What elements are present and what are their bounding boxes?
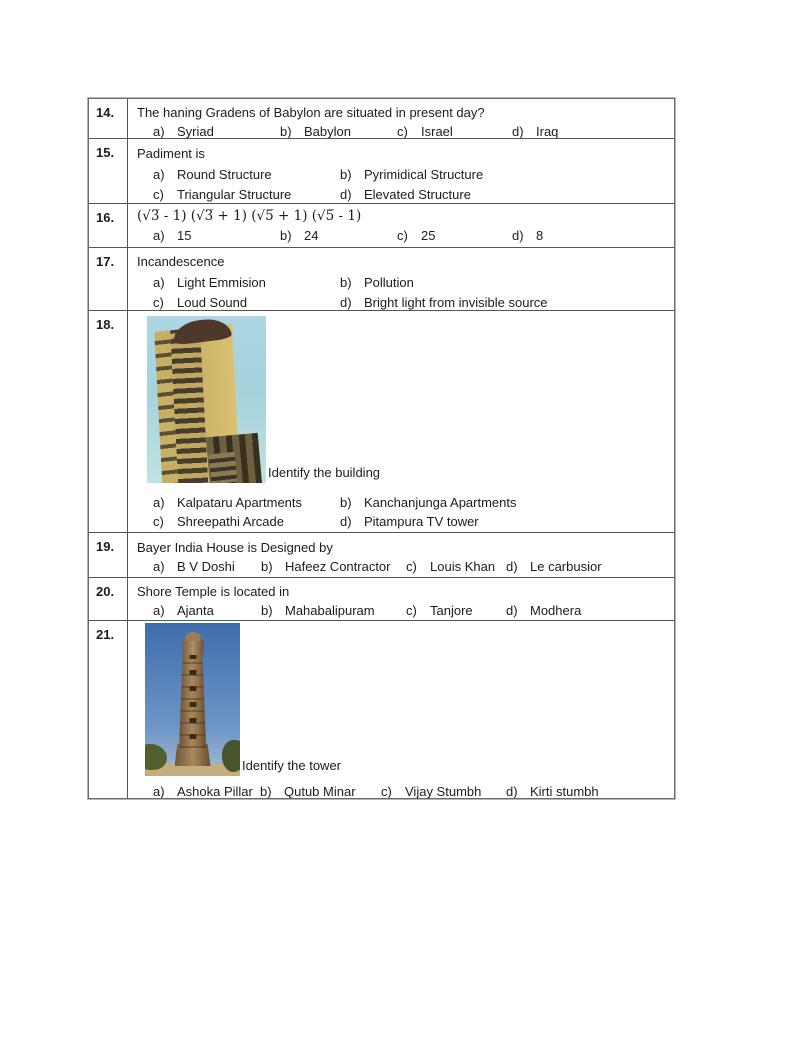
option-label: b) <box>261 559 273 574</box>
option-label: d) <box>512 124 524 138</box>
option-text: Elevated Structure <box>364 187 471 202</box>
image-block <box>137 621 670 776</box>
option-label: a) <box>153 275 165 290</box>
option-label: d) <box>340 187 352 202</box>
option-text: Tanjore <box>430 603 473 618</box>
options-row <box>153 273 670 293</box>
options-row <box>153 226 670 245</box>
math-expression: (√3̅ - 1) (√3̅ + 1) (√5̅ + 1) (√5̅ - 1) <box>137 208 362 224</box>
option-a <box>153 782 260 798</box>
building-base-detail <box>209 452 238 483</box>
tree-right <box>222 740 240 772</box>
option-label: c) <box>153 295 164 310</box>
option-c <box>381 782 506 798</box>
option-label: d) <box>340 295 352 310</box>
options-row <box>153 557 670 576</box>
question-cell <box>128 204 674 247</box>
option-d <box>512 122 670 138</box>
option-text: Modhera <box>530 603 582 618</box>
option-label: c) <box>153 187 164 202</box>
option-b <box>280 122 397 138</box>
option-d <box>506 782 670 798</box>
option-text: Kalpataru Apartments <box>177 495 303 510</box>
question-number: 19. <box>89 533 128 577</box>
option-c <box>397 226 512 245</box>
question-cell <box>128 311 674 532</box>
option-label: c) <box>153 514 164 529</box>
option-text: 8 <box>536 228 544 243</box>
option-text: 15 <box>177 228 192 243</box>
option-text: Kanchanjunga Apartments <box>364 495 517 510</box>
option-c <box>397 122 512 138</box>
option-text: Pollution <box>364 275 414 290</box>
option-text: Mahabalipuram <box>285 603 375 618</box>
option-d <box>512 226 670 245</box>
option-label: d) <box>340 514 352 529</box>
question-cell <box>128 621 674 798</box>
image-block <box>137 311 670 483</box>
tower-pavilion <box>182 639 203 655</box>
option-text: Louis Khan <box>430 559 496 574</box>
option-a <box>153 122 280 138</box>
question-text: Shore Temple is located in <box>137 584 290 599</box>
question-row-21 <box>89 621 674 798</box>
option-label: b) <box>340 167 352 182</box>
question-cell <box>128 248 674 310</box>
option-label: a) <box>153 228 165 243</box>
options-row <box>153 782 670 798</box>
option-text: B V Doshi <box>177 559 235 574</box>
question-text: Bayer India House is Designed by <box>137 540 333 555</box>
option-c <box>153 293 340 310</box>
option-text: Babylon <box>304 124 351 138</box>
building-photo <box>147 316 266 483</box>
option-text: Vijay Stumbh <box>405 784 482 798</box>
question-number: 16. <box>89 204 128 247</box>
question-cell <box>128 99 674 138</box>
option-label: d) <box>512 228 524 243</box>
option-text: Pyrimidical Structure <box>364 167 484 182</box>
question-row-20 <box>89 578 674 621</box>
option-b <box>260 782 381 798</box>
option-d <box>506 601 670 620</box>
image-caption: Identify the tower <box>242 758 341 773</box>
image-caption: Identify the building <box>268 465 381 480</box>
option-label: c) <box>397 228 408 243</box>
option-label: a) <box>153 559 165 574</box>
option-a <box>153 601 261 620</box>
options-row <box>153 512 670 531</box>
option-label: c) <box>397 124 408 138</box>
option-text: 24 <box>304 228 319 243</box>
option-b <box>340 165 670 185</box>
option-text: Pitampura TV tower <box>364 514 479 529</box>
option-b <box>280 226 397 245</box>
option-c <box>406 601 506 620</box>
option-label: b) <box>340 275 352 290</box>
option-label: a) <box>153 603 165 618</box>
option-label: a) <box>153 495 165 510</box>
question-row-18 <box>89 311 674 533</box>
option-label: b) <box>340 495 352 510</box>
option-text: Le carbusior <box>530 559 602 574</box>
option-b <box>261 557 406 576</box>
question-number: 15. <box>89 139 128 203</box>
option-text: Kirti stumbh <box>530 784 599 798</box>
option-label: b) <box>260 784 272 798</box>
question-row-16 <box>89 204 674 248</box>
options-row <box>153 293 670 310</box>
option-b <box>261 601 406 620</box>
options-row <box>153 185 670 203</box>
option-text: Ajanta <box>177 603 214 618</box>
question-text: Incandescence <box>137 254 225 269</box>
option-d <box>340 512 670 531</box>
option-text: Triangular Structure <box>177 187 292 202</box>
option-text: Loud Sound <box>177 295 248 310</box>
question-number: 18. <box>89 311 128 532</box>
option-a <box>153 493 340 512</box>
option-b <box>340 493 670 512</box>
option-label: a) <box>153 167 165 182</box>
option-d <box>340 293 670 310</box>
option-text: Hafeez Contractor <box>285 559 391 574</box>
question-number: 21. <box>89 621 128 798</box>
question-table <box>88 98 675 799</box>
option-label: a) <box>153 124 165 138</box>
question-row-15 <box>89 139 674 204</box>
option-a <box>153 557 261 576</box>
option-c <box>406 557 506 576</box>
question-text: The haning Gradens of Babylon are situated in present day? <box>137 105 485 120</box>
question-number: 20. <box>89 578 128 620</box>
question-row-17 <box>89 248 674 311</box>
question-cell <box>128 533 674 577</box>
option-b <box>340 273 670 293</box>
option-text: Qutub Minar <box>284 784 356 798</box>
option-text: Round Structure <box>177 167 272 182</box>
option-label: d) <box>506 559 518 574</box>
question-number: 17. <box>89 248 128 310</box>
question-cell <box>128 578 674 620</box>
option-d <box>340 185 670 203</box>
options-row <box>153 493 670 512</box>
option-a <box>153 226 280 245</box>
option-c <box>153 185 340 203</box>
options-row <box>153 122 670 138</box>
option-text: Shreepathi Arcade <box>177 514 284 529</box>
option-label: d) <box>506 784 518 798</box>
option-text: Ashoka Pillar <box>177 784 253 798</box>
option-label: b) <box>261 603 273 618</box>
question-row-19 <box>89 533 674 578</box>
option-label: c) <box>381 784 392 798</box>
option-d <box>506 557 670 576</box>
question-row-14 <box>89 99 674 139</box>
question-cell <box>128 139 674 203</box>
option-label: c) <box>406 603 417 618</box>
option-text: 25 <box>421 228 436 243</box>
tower-photo <box>145 623 240 776</box>
question-number: 14. <box>89 99 128 138</box>
tower-windows <box>189 654 196 742</box>
option-label: c) <box>406 559 417 574</box>
option-text: Israel <box>421 124 453 138</box>
option-text: Iraq <box>536 124 559 138</box>
options-row <box>153 601 670 620</box>
option-a <box>153 165 340 185</box>
option-label: b) <box>280 228 292 243</box>
question-text: Padiment is <box>137 146 205 161</box>
option-label: a) <box>153 784 165 798</box>
option-text: Light Emmision <box>177 275 266 290</box>
tower-dome <box>185 632 200 641</box>
option-a <box>153 273 340 293</box>
option-text: Bright light from invisible source <box>364 295 548 310</box>
options-row <box>153 165 670 185</box>
option-c <box>153 512 340 531</box>
option-label: d) <box>506 603 518 618</box>
option-text: Syriad <box>177 124 214 138</box>
option-label: b) <box>280 124 292 138</box>
